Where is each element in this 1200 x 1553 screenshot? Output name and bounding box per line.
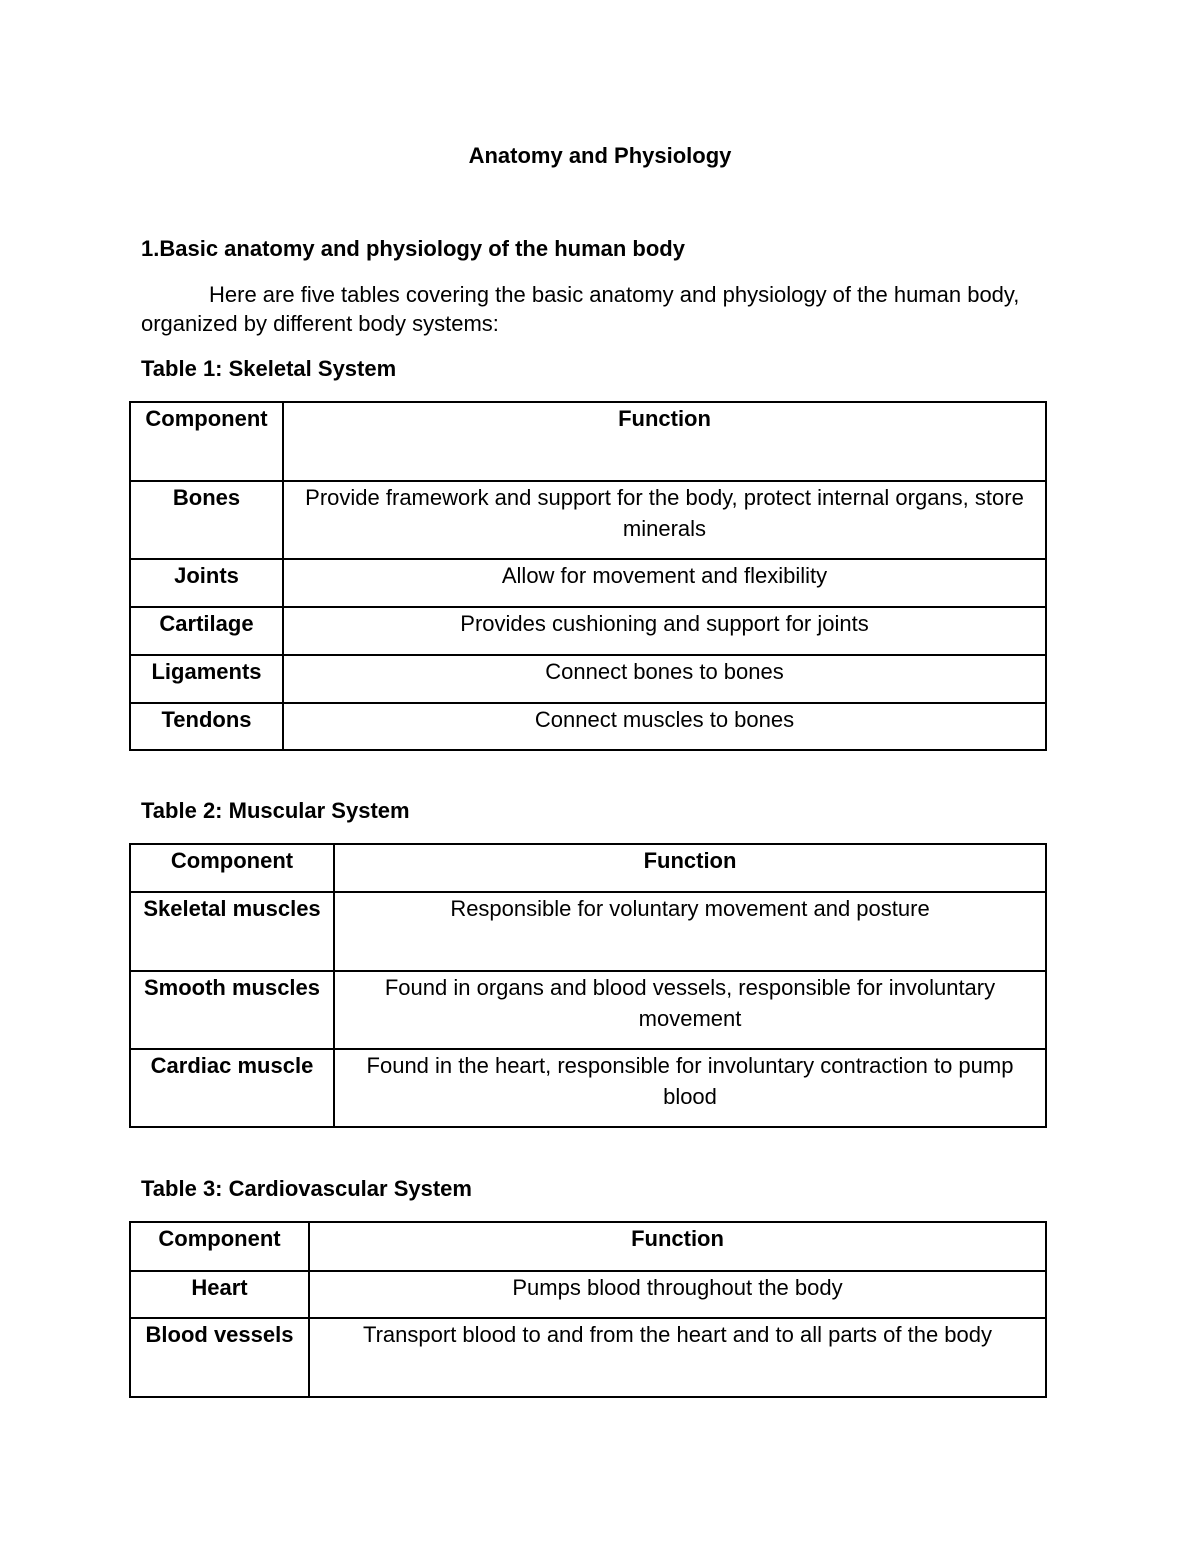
function-cell: Provides cushioning and support for joints	[283, 607, 1046, 655]
intro-paragraph: Here are five tables covering the basic anatomy and physiology of the human body, organized by different body systems:	[141, 282, 1020, 336]
component-cell: Joints	[130, 559, 283, 607]
column-header-component: Component	[130, 402, 283, 481]
table-row	[130, 1318, 1046, 1397]
component-cell: Blood vessels	[130, 1318, 309, 1397]
component-cell: Cardiac muscle	[130, 1049, 334, 1127]
table-row	[130, 559, 1046, 607]
table-row	[130, 1049, 1046, 1127]
component-cell: Tendons	[130, 703, 283, 750]
table-header-row	[130, 402, 1046, 481]
section-heading: 1.Basic anatomy and physiology of the human body	[141, 236, 685, 261]
function-cell: Pumps blood throughout the body	[309, 1271, 1046, 1318]
function-cell: Connect bones to bones	[283, 655, 1046, 703]
column-header-component: Component	[130, 844, 334, 892]
table-3-label: Table 3: Cardiovascular System	[141, 1176, 472, 1201]
table-row	[130, 703, 1046, 750]
table-header-row	[130, 1222, 1046, 1271]
table-row	[130, 892, 1046, 971]
component-cell: Bones	[130, 481, 283, 559]
table-row	[130, 655, 1046, 703]
table-row	[130, 1271, 1046, 1318]
component-cell: Ligaments	[130, 655, 283, 703]
column-header-function: Function	[283, 402, 1046, 481]
column-header-function: Function	[334, 844, 1046, 892]
table-row	[130, 481, 1046, 559]
table-row	[130, 607, 1046, 655]
muscular-system-table	[129, 843, 1047, 1128]
column-header-component: Component	[130, 1222, 309, 1271]
function-cell: Found in the heart, responsible for involuntary contraction to pump blood	[334, 1049, 1046, 1127]
function-cell: Transport blood to and from the heart and to all parts of the body	[309, 1318, 1046, 1397]
page-title: Anatomy and Physiology	[468, 143, 732, 168]
function-cell: Responsible for voluntary movement and posture	[334, 892, 1046, 971]
table-1-label: Table 1: Skeletal System	[141, 356, 397, 381]
column-header-function: Function	[309, 1222, 1046, 1271]
component-cell: Cartilage	[130, 607, 283, 655]
table-row	[130, 971, 1046, 1049]
table-header-row	[130, 844, 1046, 892]
component-cell: Skeletal muscles	[130, 892, 334, 971]
function-cell: Provide framework and support for the body, protect internal organs, store minerals	[283, 481, 1046, 559]
cardiovascular-system-table	[129, 1221, 1047, 1398]
component-cell: Heart	[130, 1271, 309, 1318]
table-2-label: Table 2: Muscular System	[141, 798, 410, 823]
function-cell: Found in organs and blood vessels, responsible for involuntary movement	[334, 971, 1046, 1049]
skeletal-system-table	[129, 401, 1047, 751]
function-cell: Connect muscles to bones	[283, 703, 1046, 750]
component-cell: Smooth muscles	[130, 971, 334, 1049]
function-cell: Allow for movement and flexibility	[283, 559, 1046, 607]
